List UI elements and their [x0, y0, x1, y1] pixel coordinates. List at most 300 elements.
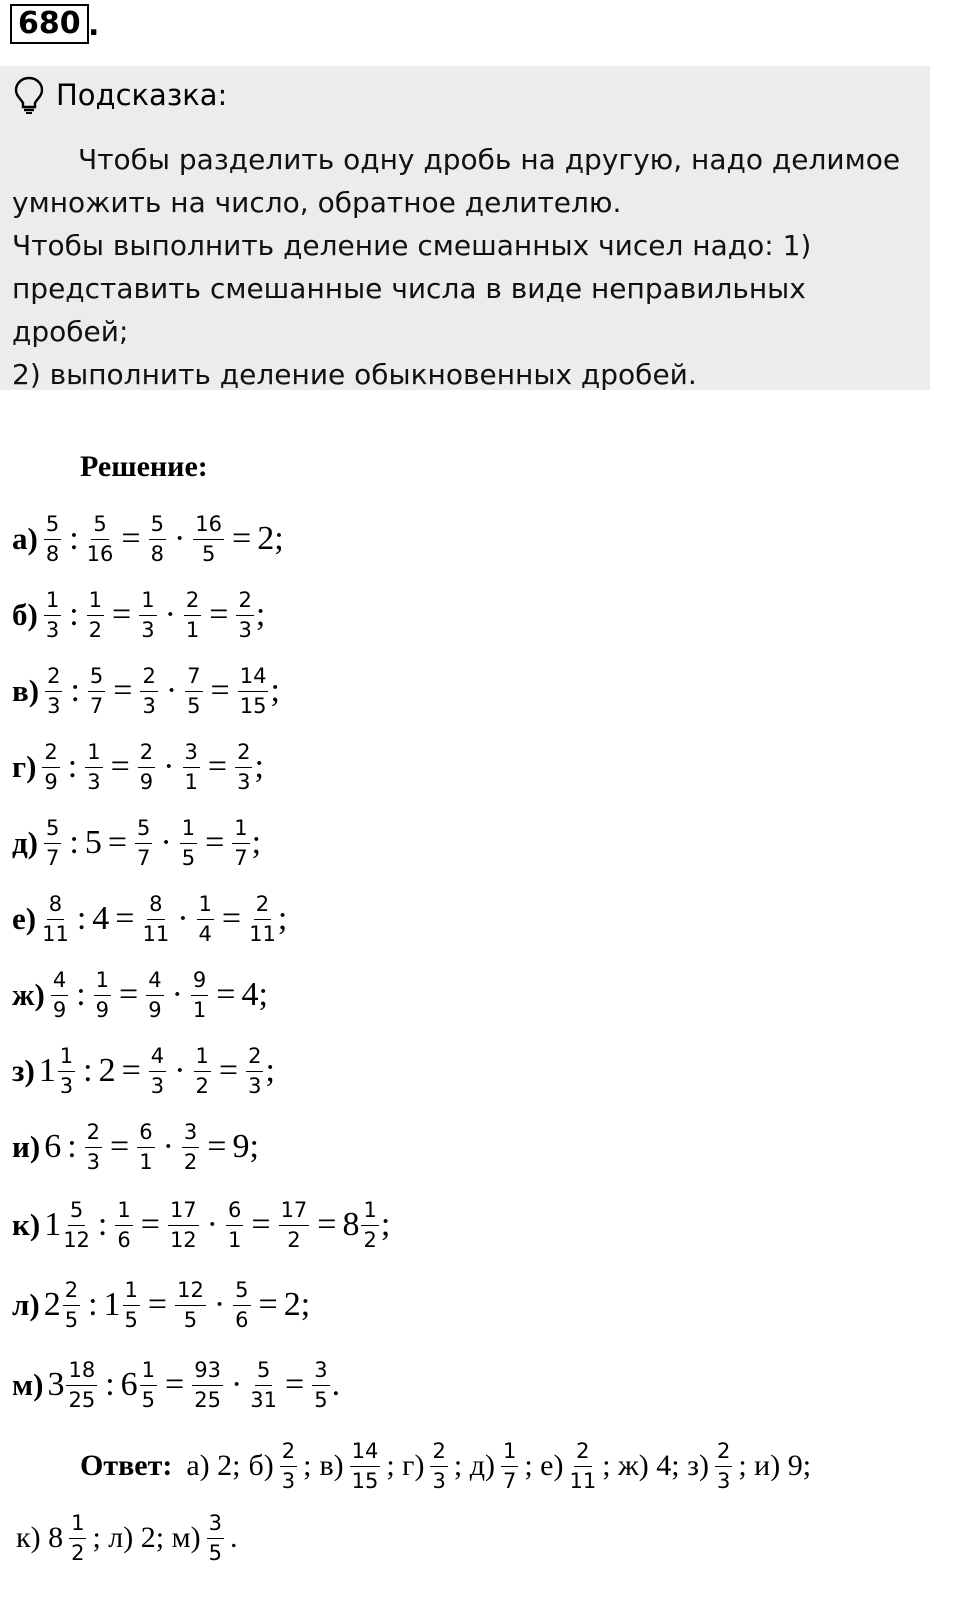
numerator: 17 — [279, 1198, 310, 1226]
lightbulb-icon — [14, 76, 44, 114]
numerator: 3 — [207, 1511, 224, 1539]
operator: · — [213, 1286, 226, 1323]
fraction — [66, 1358, 97, 1413]
numerator: 14 — [350, 1439, 381, 1467]
operator: : — [83, 1052, 93, 1089]
denominator: 12 — [169, 1227, 197, 1252]
fraction — [168, 1198, 199, 1253]
denominator: 3 — [237, 769, 251, 794]
fraction — [350, 1439, 381, 1494]
fraction — [69, 1511, 86, 1566]
numerator: 2 — [246, 1044, 263, 1072]
fraction — [87, 512, 114, 567]
denominator: 11 — [42, 921, 69, 946]
math-text: 9; — [232, 1128, 259, 1165]
denominator: 5 — [183, 1307, 198, 1332]
hint-panel — [0, 66, 930, 390]
fraction — [361, 1198, 378, 1253]
math-text: ; ж) 4; з) — [602, 1449, 709, 1482]
denominator: 6 — [117, 1227, 131, 1252]
operator: = — [113, 672, 133, 709]
fraction — [87, 588, 104, 643]
fraction — [138, 740, 155, 795]
math-text: к) 8 — [16, 1521, 64, 1554]
denominator: 11 — [142, 921, 170, 946]
fraction — [246, 1044, 263, 1099]
math-text: а) 2; — [186, 1449, 241, 1482]
numerator: 5 — [44, 512, 61, 540]
math-text: 2; — [283, 1286, 311, 1323]
denominator: 15 — [351, 1468, 379, 1493]
fraction — [501, 1439, 518, 1494]
fraction — [175, 1278, 206, 1333]
numerator: 93 — [192, 1358, 223, 1386]
denominator: 3 — [432, 1468, 446, 1493]
operator: : — [69, 520, 79, 557]
denominator: 4 — [198, 921, 212, 946]
numerator: 3 — [312, 1358, 329, 1386]
numerator: 2 — [45, 664, 62, 692]
math-text: ; — [265, 1052, 275, 1089]
denominator: 3 — [248, 1073, 262, 1098]
operator: : — [69, 596, 79, 633]
math-text: ; г) — [386, 1449, 425, 1482]
numerator: 2 — [574, 1439, 591, 1467]
fraction — [180, 816, 197, 871]
numerator: 1 — [197, 892, 214, 920]
fraction — [279, 1198, 310, 1253]
math-text: . — [331, 1366, 341, 1403]
hint-text — [12, 138, 918, 396]
numerator: 2 — [280, 1439, 297, 1467]
fraction — [85, 740, 102, 795]
operator: : — [97, 1206, 108, 1243]
numerator: 2 — [42, 740, 59, 768]
numerator: 18 — [66, 1358, 97, 1386]
hint-title: Подсказка: — [56, 78, 228, 112]
numerator: 1 — [180, 816, 197, 844]
math-text: ; л) 2; м) — [92, 1521, 201, 1554]
task-number-dot: . — [88, 8, 100, 43]
operator: = — [107, 824, 128, 861]
denominator: 2 — [183, 1149, 198, 1174]
denominator: 5 — [201, 541, 216, 566]
denominator: 3 — [59, 1073, 74, 1098]
operator: : — [70, 672, 80, 709]
row-label: в) — [12, 673, 40, 708]
answer-title: Ответ: — [80, 1449, 173, 1482]
denominator: 2 — [363, 1227, 377, 1252]
numerator: 1 — [232, 816, 249, 844]
math-text: . — [229, 1521, 238, 1554]
numerator: 1 — [115, 1198, 132, 1226]
numerator: 1 — [361, 1198, 378, 1226]
math-text: в) — [319, 1449, 344, 1482]
fraction — [312, 1358, 329, 1413]
math-text: 3 — [47, 1366, 65, 1403]
operator: : — [105, 1366, 115, 1403]
denominator: 5 — [187, 693, 201, 718]
fraction — [63, 1278, 80, 1333]
numerator: 1 — [501, 1439, 518, 1467]
math-text: 4; — [241, 976, 268, 1013]
operator: = — [218, 1052, 239, 1089]
denominator: 3 — [47, 693, 61, 718]
denominator: 6 — [235, 1307, 249, 1332]
numerator: 1 — [44, 588, 61, 616]
operator: = — [110, 748, 130, 785]
fraction — [115, 1198, 132, 1253]
math-text: ; д) — [453, 1449, 495, 1482]
math-text: 2; — [257, 520, 284, 557]
numerator: 14 — [238, 664, 269, 692]
denominator: 11 — [569, 1468, 597, 1493]
numerator: 5 — [91, 512, 108, 540]
fraction — [430, 1439, 447, 1494]
denominator: 5 — [181, 845, 196, 870]
denominator: 2 — [195, 1073, 209, 1098]
denominator: 1 — [184, 769, 198, 794]
math-text: ; е) — [524, 1449, 564, 1482]
denominator: 3 — [716, 1468, 731, 1493]
answer-section — [12, 1430, 942, 1574]
fraction — [207, 1511, 224, 1566]
denominator: 7 — [46, 845, 60, 870]
fraction — [226, 1198, 243, 1253]
numerator: 5 — [135, 816, 152, 844]
math-text: 1 — [38, 1052, 56, 1089]
fraction — [44, 816, 61, 871]
operator: · — [164, 596, 176, 633]
fraction — [63, 1198, 90, 1253]
numerator: 1 — [69, 1511, 86, 1539]
fraction — [192, 1358, 223, 1413]
denominator: 25 — [68, 1387, 96, 1412]
fraction — [236, 588, 253, 643]
operator: = — [216, 976, 236, 1013]
numerator: 5 — [88, 664, 105, 692]
denominator: 3 — [45, 617, 60, 642]
numerator: 2 — [715, 1439, 732, 1467]
fraction — [149, 512, 166, 567]
numerator: 6 — [137, 1120, 154, 1148]
solution-row — [12, 732, 264, 802]
fraction — [569, 1439, 596, 1494]
fraction — [88, 664, 105, 719]
denominator: 3 — [87, 769, 101, 794]
math-text: ; — [251, 824, 262, 861]
operator: : — [67, 1128, 77, 1165]
fraction — [123, 1278, 140, 1333]
solution-row — [12, 1112, 259, 1182]
operator: = — [119, 976, 139, 1013]
math-text: ; — [270, 672, 280, 709]
operator: = — [317, 1206, 337, 1243]
numerator: 5 — [44, 816, 61, 844]
row-label: г) — [12, 749, 37, 784]
solution-row — [12, 504, 284, 574]
denominator: 5 — [64, 1307, 79, 1332]
fraction — [197, 892, 214, 947]
solution-row — [12, 884, 287, 954]
fraction — [135, 816, 152, 871]
operator: = — [232, 520, 252, 557]
row-label: е) — [12, 901, 37, 936]
operator: = — [110, 1128, 130, 1165]
task-number: 680 — [10, 4, 89, 44]
numerator: 16 — [193, 512, 224, 540]
fraction — [249, 892, 276, 947]
row-label: ж) — [12, 977, 45, 1012]
numerator: 17 — [168, 1198, 199, 1226]
operator: = — [140, 1206, 160, 1243]
math-text: 2 — [98, 1052, 116, 1089]
math-text: 5 — [84, 824, 102, 861]
fraction — [51, 968, 68, 1023]
numerator: 1 — [58, 1044, 75, 1072]
operator: · — [206, 1206, 218, 1243]
numerator: 6 — [226, 1198, 243, 1226]
fraction — [146, 968, 163, 1023]
numerator: 1 — [194, 1044, 211, 1072]
denominator: 5 — [124, 1307, 138, 1332]
operator: · — [174, 1052, 186, 1089]
operator: = — [205, 824, 225, 861]
math-text: ; и) 9; — [738, 1449, 812, 1482]
numerator: 2 — [254, 892, 271, 920]
numerator: 4 — [149, 1044, 166, 1072]
numerator: 2 — [184, 588, 201, 616]
solution-row — [12, 656, 280, 726]
operator: = — [285, 1366, 305, 1403]
numerator: 5 — [149, 512, 166, 540]
fraction — [142, 892, 169, 947]
hint-header — [14, 76, 227, 114]
denominator: 9 — [95, 997, 110, 1022]
numerator: 5 — [255, 1358, 272, 1386]
fraction — [94, 968, 111, 1023]
row-label: и) — [12, 1129, 41, 1164]
denominator: 5 — [141, 1387, 156, 1412]
denominator: 8 — [150, 541, 164, 566]
denominator: 3 — [238, 617, 252, 642]
denominator: 1 — [228, 1227, 242, 1252]
solution-row — [12, 808, 261, 878]
operator: · — [162, 1128, 174, 1165]
numerator: 2 — [235, 740, 252, 768]
operator: = — [210, 672, 230, 709]
numerator: 12 — [175, 1278, 206, 1306]
operator: : — [76, 900, 87, 937]
numerator: 3 — [183, 740, 200, 768]
numerator: 7 — [185, 664, 202, 692]
math-text: 6 — [120, 1366, 138, 1403]
denominator: 1 — [192, 997, 207, 1022]
math-text: 6 — [44, 1128, 62, 1165]
denominator: 7 — [234, 845, 248, 870]
denominator: 2 — [71, 1540, 85, 1565]
numerator: 1 — [85, 740, 102, 768]
numerator: 2 — [236, 588, 253, 616]
row-label: б) — [12, 597, 38, 632]
numerator: 5 — [68, 1198, 85, 1226]
denominator: 3 — [141, 617, 155, 642]
fraction — [715, 1439, 732, 1494]
numerator: 1 — [139, 588, 156, 616]
denominator: 25 — [194, 1387, 221, 1412]
operator: = — [207, 1128, 227, 1165]
denominator: 9 — [148, 997, 162, 1022]
denominator: 1 — [139, 1149, 153, 1174]
fraction — [44, 588, 61, 643]
numerator: 2 — [85, 1120, 102, 1148]
math-text: 4 — [92, 900, 110, 937]
operator: · — [177, 900, 189, 937]
fraction — [191, 968, 208, 1023]
fraction — [58, 1044, 75, 1099]
fraction — [183, 740, 200, 795]
numerator: 8 — [47, 892, 64, 920]
denominator: 9 — [44, 769, 58, 794]
denominator: 7 — [502, 1468, 517, 1493]
denominator: 3 — [150, 1073, 165, 1098]
numerator: 4 — [146, 968, 163, 996]
denominator: 16 — [86, 541, 114, 566]
numerator: 9 — [191, 968, 208, 996]
numerator: 1 — [123, 1278, 140, 1306]
row-label: л) — [12, 1287, 40, 1322]
denominator: 7 — [89, 693, 104, 718]
row-label: к) — [12, 1207, 41, 1242]
fraction — [140, 664, 157, 719]
row-label: з) — [12, 1053, 35, 1088]
hint-paragraph-2: Чтобы выполнить деление смешанных чисел надо: 1) представить смешанные числа в виде неправильных дробей; — [12, 229, 812, 348]
operator: = — [147, 1286, 168, 1323]
fraction — [44, 512, 61, 567]
operator: · — [163, 748, 175, 785]
math-text: ; — [380, 1206, 391, 1243]
denominator: 3 — [86, 1149, 101, 1174]
operator: = — [165, 1366, 185, 1403]
denominator: 31 — [250, 1387, 277, 1412]
math-text: 2 — [43, 1286, 61, 1323]
denominator: 12 — [63, 1227, 90, 1252]
operator: : — [67, 748, 78, 785]
numerator: 1 — [140, 1358, 157, 1386]
fraction — [137, 1120, 154, 1175]
solution-title: Решение: — [80, 450, 208, 483]
math-text: ; — [277, 900, 288, 937]
hint-paragraph-1: Чтобы разделить одну дробь на другую, надо делимое умножить на число, обратное делителю. — [12, 143, 901, 219]
denominator: 3 — [142, 693, 156, 718]
solution-row — [12, 1270, 310, 1340]
math-text: 8 — [342, 1206, 360, 1243]
fraction — [250, 1358, 277, 1413]
denominator: 15 — [239, 693, 267, 718]
fraction — [238, 664, 269, 719]
operator: = — [121, 520, 141, 557]
numerator: 2 — [138, 740, 155, 768]
answer-line-1 — [12, 1430, 942, 1502]
denominator: 9 — [139, 769, 154, 794]
numerator: 2 — [140, 664, 157, 692]
operator: · — [171, 976, 183, 1013]
fraction — [185, 664, 202, 719]
hint-paragraph-3: 2) выполнить деление обыкновенных дробей. — [12, 358, 697, 391]
fraction — [149, 1044, 166, 1099]
denominator: 3 — [281, 1468, 296, 1493]
denominator: 2 — [88, 617, 103, 642]
denominator: 5 — [314, 1387, 328, 1412]
math-text: 1 — [44, 1206, 62, 1243]
fraction — [182, 1120, 199, 1175]
math-text: б) — [248, 1449, 274, 1482]
operator: : — [88, 1286, 98, 1323]
operator: : — [69, 824, 79, 861]
fraction — [45, 664, 62, 719]
operator: = — [112, 596, 132, 633]
fraction — [193, 512, 224, 567]
fraction — [194, 1044, 211, 1099]
fraction — [235, 740, 252, 795]
numerator: 1 — [94, 968, 111, 996]
math-text: ; — [255, 596, 266, 633]
numerator: 1 — [87, 588, 104, 616]
fraction — [85, 1120, 102, 1175]
row-label: м) — [12, 1367, 44, 1402]
fraction — [140, 1358, 157, 1413]
fraction — [139, 588, 156, 643]
solution-row — [12, 1036, 275, 1106]
operator: = — [209, 596, 229, 633]
numerator: 3 — [182, 1120, 199, 1148]
numerator: 4 — [51, 968, 68, 996]
solution-row — [12, 1350, 340, 1420]
operator: = — [207, 748, 228, 785]
numerator: 5 — [233, 1278, 250, 1306]
operator: · — [173, 520, 186, 557]
fraction — [232, 816, 249, 871]
fraction — [280, 1439, 297, 1494]
numerator: 8 — [147, 892, 164, 920]
fraction — [233, 1278, 250, 1333]
math-text: ; — [303, 1449, 312, 1482]
denominator: 2 — [287, 1227, 301, 1252]
denominator: 7 — [137, 845, 151, 870]
solution-row — [12, 580, 265, 650]
denominator: 5 — [208, 1540, 222, 1565]
operator: · — [230, 1366, 243, 1403]
numerator: 2 — [430, 1439, 447, 1467]
denominator: 11 — [249, 921, 276, 946]
answer-line-2 — [12, 1502, 942, 1574]
operator: = — [115, 900, 135, 937]
operator: = — [258, 1286, 278, 1323]
solution-row — [12, 1190, 390, 1260]
math-text: ; — [254, 748, 264, 785]
operator: = — [121, 1052, 141, 1089]
operator: = — [251, 1206, 271, 1243]
fraction — [184, 588, 201, 643]
operator: : — [76, 976, 86, 1013]
denominator: 8 — [45, 541, 60, 566]
math-text: 1 — [103, 1286, 121, 1323]
row-label: а) — [12, 521, 38, 556]
denominator: 9 — [52, 997, 67, 1022]
denominator: 1 — [185, 617, 200, 642]
fraction — [42, 892, 69, 947]
fraction — [42, 740, 59, 795]
